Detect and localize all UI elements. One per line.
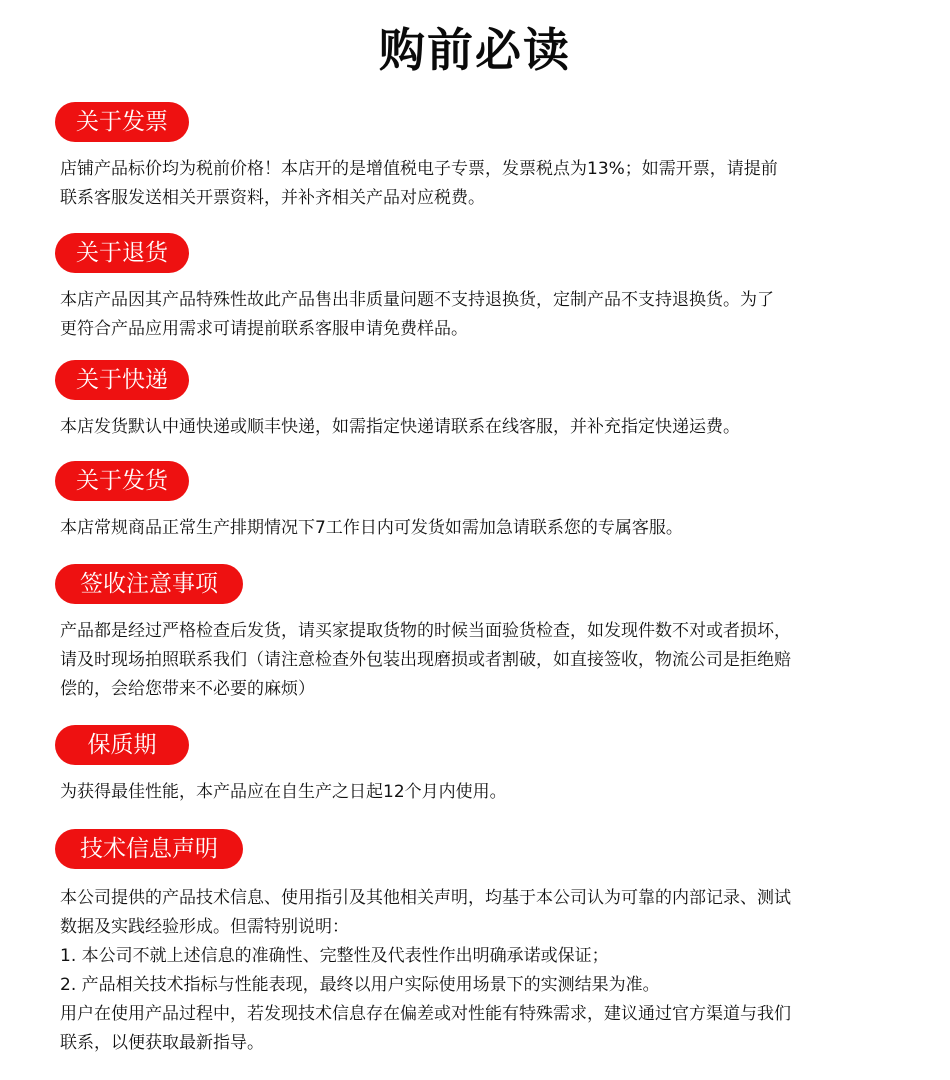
text-line: 请及时现场拍照联系我们（请注意检查外包装出现磨损或者割破，如直接签收，物流公司是拒绝赔 [60,650,791,670]
text-line: 联系客服发送相关开票资料，并补齐相关产品对应税费。 [60,188,485,208]
text-line: 更符合产品应用需求可请提前联系客服申请免费样品。 [60,319,468,339]
section-returns [55,233,915,344]
text-line: 联系，以便获取最新指导。 [60,1033,264,1053]
section-heading-shipping: 关于发货 [55,461,189,501]
section-body-express [55,413,915,442]
section-signing-notes [55,564,915,704]
text-line: 偿的，会给您带来不必要的麻烦） [60,679,315,699]
section-heading-returns: 关于退货 [55,233,189,273]
section-invoice [55,102,915,213]
section-heading-shelf-life: 保质期 [55,725,189,765]
section-body-tech-statement [55,884,915,1058]
section-tech-statement [55,829,915,1058]
text-line: 数据及实践经验形成。但需特别说明： [60,917,349,937]
section-body-shipping [55,514,915,543]
text-line: 本公司提供的产品技术信息、使用指引及其他相关声明，均基于本公司认为可靠的内部记录、测试 [60,888,791,908]
text-line: 产品都是经过严格检查后发货，请买家提取货物的时候当面验货检查，如发现件数不对或者损坏， [60,621,791,641]
page-title: 购前必读 [379,23,571,77]
section-heading-express: 关于快递 [55,360,189,400]
section-shelf-life [55,725,915,807]
section-body-signing-notes [55,617,915,704]
section-body-returns [55,286,915,344]
text-line: 为获得最佳性能，本产品应在自生产之日起12个月内使用。 [60,782,507,802]
section-heading-invoice: 关于发票 [55,102,189,142]
section-shipping [55,461,915,543]
text-line: 店铺产品标价均为税前价格！本店开的是增值税电子专票，发票税点为13%；如需开票，请提前 [60,159,778,179]
section-heading-tech-statement: 技术信息声明 [55,829,243,869]
text-line: 1. 本公司不就上述信息的准确性、完整性及代表性作出明确承诺或保证； [60,946,609,966]
text-line: 用户在使用产品过程中，若发现技术信息存在偏差或对性能有特殊需求，建议通过官方渠道与我们 [60,1004,791,1024]
section-body-invoice [55,155,915,213]
text-line: 本店产品因其产品特殊性故此产品售出非质量问题不支持退换货，定制产品不支持退换货。为了 [60,290,774,310]
text-line: 本店发货默认中通快递或顺丰快递，如需指定快递请联系在线客服，并补充指定快递运费。 [60,417,740,437]
text-line: 2. 产品相关技术指标与性能表现，最终以用户实际使用场景下的实测结果为准。 [60,975,660,995]
section-heading-signing-notes: 签收注意事项 [55,564,243,604]
section-body-shelf-life [55,778,915,807]
section-express [55,360,915,442]
text-line: 本店常规商品正常生产排期情况下7工作日内可发货如需加急请联系您的专属客服。 [60,518,683,538]
